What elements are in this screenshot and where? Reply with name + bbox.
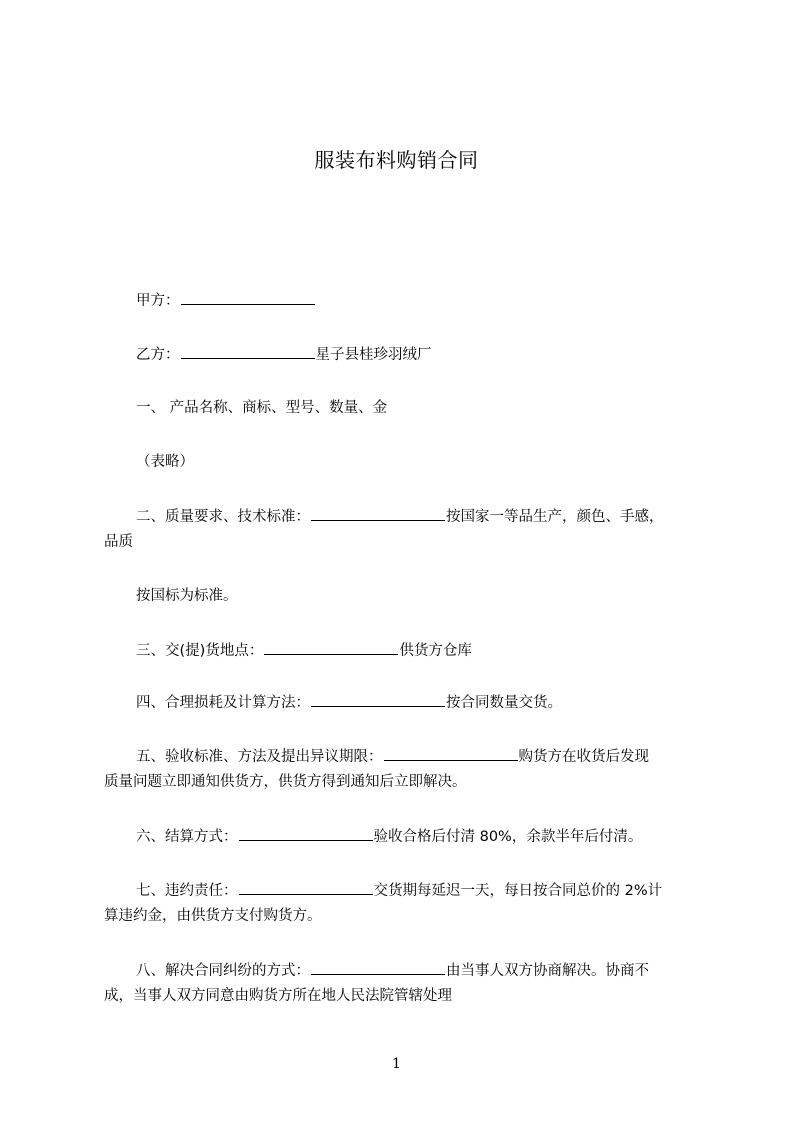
clause-7-label: 七、违约责任：	[136, 883, 238, 899]
clause-5-value: 购货方在收货后发现	[518, 749, 649, 765]
clause-5-continuation: 质量问题立即通知供货方，供货方得到通知后立即解决。	[104, 774, 467, 790]
clause-6-label: 六、结算方式：	[136, 829, 238, 845]
clause-3-value: 供货方仓库	[399, 643, 472, 659]
clause-8-blank	[311, 960, 445, 975]
clause-1-note: （表略）	[136, 454, 194, 470]
clause-2-continuation: 品质	[104, 534, 133, 550]
clause-6	[104, 826, 736, 847]
clause-8-continuation: 成，当事人双方同意由购货方所在地人民法院管辖处理	[104, 988, 452, 1004]
clause-2-label: 二、质量要求、技术标准：	[136, 509, 310, 525]
clause-6-blank	[239, 826, 373, 841]
party-a-blank	[181, 290, 315, 305]
clause-5	[104, 746, 736, 767]
clause-2-continuation-2: 按国标为标准。	[136, 588, 238, 604]
party-b-value: 星子县桂珍羽绒厂	[315, 347, 432, 363]
clause-6-value: 验收合格后付清 80%，余款半年后付清。	[373, 829, 643, 845]
clause-7	[104, 880, 736, 901]
party-a-line	[104, 290, 736, 311]
clause-8-label: 八、解决合同纠纷的方式：	[136, 963, 310, 979]
clause-5-label: 五、验收标准、方法及提出异议期限：	[136, 749, 383, 765]
clause-3	[104, 640, 736, 661]
clause-5-blank	[384, 746, 518, 761]
party-b-blank	[181, 344, 315, 359]
clause-4-value: 按合同数量交货。	[446, 695, 562, 711]
clause-2-value: 按国家一等品生产，颜色、手感，	[446, 509, 664, 525]
clause-1: 一、 产品名称、商标、型号、数量、金	[136, 400, 388, 416]
clause-4	[104, 692, 736, 713]
clause-7-continuation: 算违约金，由供货方支付购货方。	[104, 908, 322, 924]
party-b-line	[104, 344, 736, 365]
clause-3-label: 三、交(提)货地点：	[136, 643, 264, 659]
party-a-label: 甲方：	[136, 293, 180, 309]
party-b-label: 乙方：	[136, 347, 180, 363]
clause-3-blank	[264, 640, 398, 655]
clause-8	[104, 960, 736, 981]
clause-4-label: 四、合理损耗及计算方法：	[136, 695, 310, 711]
document-title: 服装布料购销合同	[314, 148, 479, 172]
clause-7-value: 交货期每延迟一天，每日按合同总价的 2%计	[373, 883, 663, 899]
clause-7-blank	[239, 880, 373, 895]
clause-2	[104, 506, 736, 527]
page-number: 1	[392, 1056, 401, 1072]
clause-4-blank	[311, 692, 445, 707]
clause-8-value: 由当事人双方协商解决。协商不	[446, 963, 649, 979]
clause-2-blank	[311, 506, 445, 521]
